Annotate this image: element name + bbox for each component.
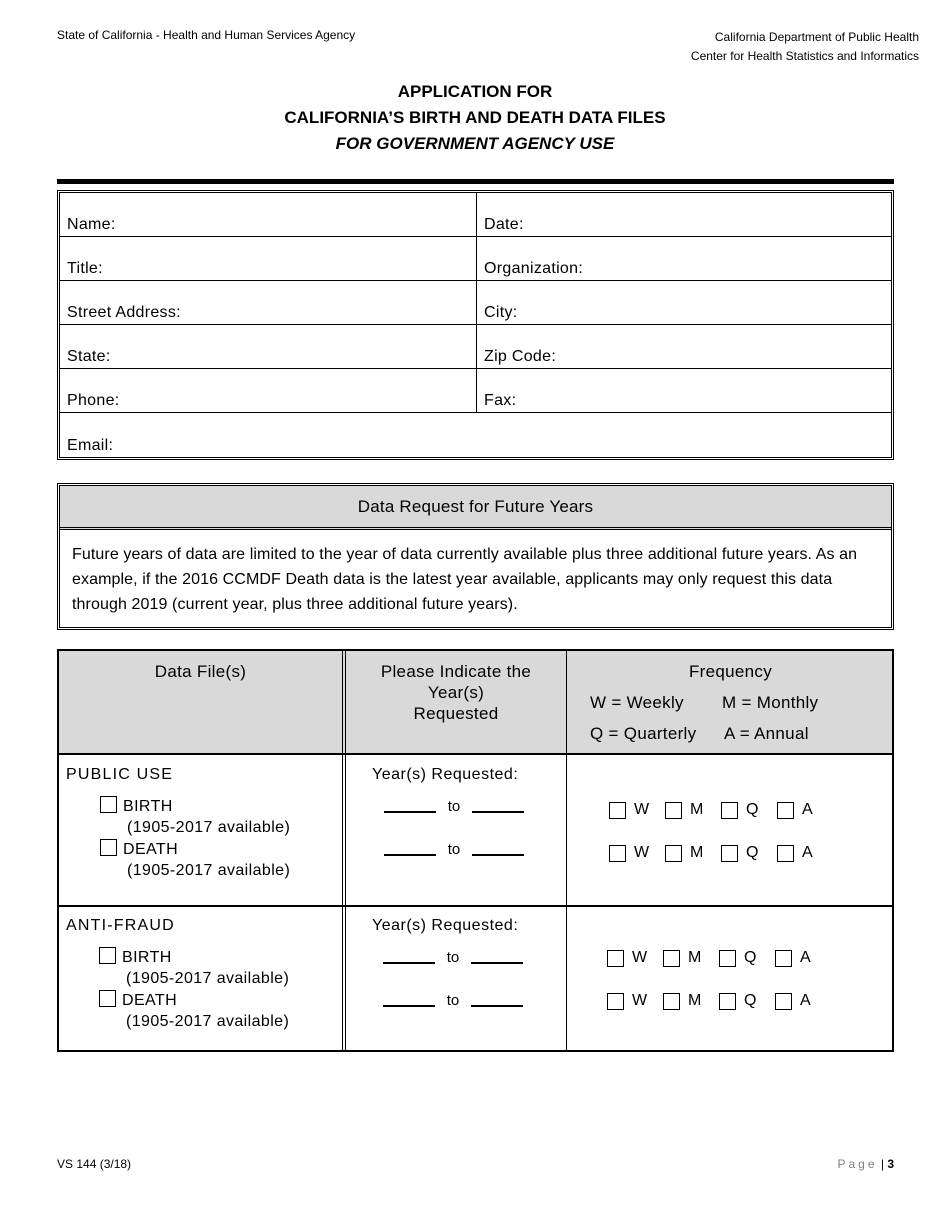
contact-row [60,281,891,325]
quarterly-label: Q [744,992,757,1009]
title-field[interactable] [60,237,477,280]
zip-code-field[interactable] [477,325,891,368]
title-line-2: CALIFORNIA’S BIRTH AND DEATH DATA FILES [284,108,666,127]
availability-note: (1905-2017 available) [127,819,291,836]
legend-quarterly: Q = Quarterly [590,724,697,743]
contact-row [60,237,891,281]
year-range-input[interactable] [383,949,523,966]
section-divider [59,905,892,907]
public-use-birth-checkbox[interactable] [100,796,117,813]
start-year-field[interactable] [384,811,436,813]
annual-label: A [800,992,811,1009]
contact-info-table [57,190,894,460]
anti-fraud-birth-option[interactable] [99,947,289,989]
start-year-field[interactable] [384,854,436,856]
weekly-label: W [634,844,650,861]
future-years-box [57,483,894,630]
monthly-option[interactable] [665,844,710,862]
annual-option[interactable] [775,992,820,1010]
monthly-label: M [690,844,704,861]
contact-row [60,325,891,369]
availability-note: (1905-2017 available) [127,862,291,879]
annual-label: A [802,801,813,818]
death-label: DEATH [122,992,178,1009]
quarterly-label: Q [744,949,757,966]
agency-header: State of California - Health and Human Services Agency [57,28,356,42]
monthly-checkbox[interactable] [665,802,682,819]
anti-fraud-title: ANTI-FRAUD [66,917,175,934]
data-files-header: Data File(s) [154,662,247,681]
phone-label: Phone: [67,392,120,409]
quarterly-checkbox[interactable] [719,993,736,1010]
frequency-options-row [609,844,833,862]
weekly-option[interactable] [609,801,654,819]
quarterly-label: Q [746,844,759,861]
annual-checkbox[interactable] [777,845,794,862]
phone-field[interactable] [60,369,477,412]
availability-note: (1905-2017 available) [126,970,290,987]
year-range-input[interactable] [384,841,524,858]
weekly-checkbox[interactable] [609,845,626,862]
public-use-death-option[interactable] [100,839,290,881]
to-label: to [447,841,461,858]
years-requested-label: Year(s) Requested: [372,766,519,783]
end-year-field[interactable] [471,1005,523,1007]
monthly-option[interactable] [663,949,708,967]
title-divider [57,179,894,184]
frequency-options-row [607,992,831,1010]
weekly-label: W [632,992,648,1009]
weekly-label: W [632,949,648,966]
end-year-field[interactable] [472,811,524,813]
monthly-option[interactable] [665,801,710,819]
department-name: California Department of Public Health [714,30,919,44]
weekly-checkbox[interactable] [609,802,626,819]
years-header [346,661,566,724]
annual-option[interactable] [777,801,822,819]
fax-field[interactable] [477,369,891,412]
zip-code-label: Zip Code: [484,348,557,365]
years-header-line-2: Year(s) [427,683,485,702]
weekly-checkbox[interactable] [607,950,624,967]
frequency-options-row [607,949,831,967]
public-use-birth-option[interactable] [100,796,290,838]
title-line-1: APPLICATION FOR [397,82,553,101]
name-label: Name: [67,216,116,233]
to-label: to [447,798,461,815]
annual-option[interactable] [777,844,822,862]
page-label: Page [837,1157,878,1171]
future-years-heading: Data Request for Future Years [60,486,891,530]
anti-fraud-birth-checkbox[interactable] [99,947,116,964]
title-label: Title: [67,260,103,277]
quarterly-checkbox[interactable] [719,950,736,967]
death-label: DEATH [123,841,179,858]
monthly-option[interactable] [663,992,708,1010]
frequency-header: Frequency [688,662,773,681]
name-field[interactable] [60,193,477,236]
page-number: 3 [887,1157,894,1171]
monthly-checkbox[interactable] [665,845,682,862]
weekly-option[interactable] [607,949,652,967]
city-label: City: [484,304,518,321]
contact-row [60,193,891,237]
legend-weekly: W = Weekly [590,693,684,712]
start-year-field[interactable] [383,1005,435,1007]
anti-fraud-death-checkbox[interactable] [99,990,116,1007]
data-file-table [57,649,894,1052]
page-separator: | [880,1157,884,1171]
quarterly-option[interactable] [719,992,764,1010]
anti-fraud-death-option[interactable] [99,990,289,1032]
city-field[interactable] [477,281,891,324]
page-indicator [837,1157,894,1171]
frequency-options-row [609,801,833,819]
end-year-field[interactable] [472,854,524,856]
quarterly-option[interactable] [719,949,764,967]
organization-field[interactable] [477,237,891,280]
contact-row [60,369,891,413]
annual-checkbox[interactable] [775,950,792,967]
to-label: to [446,992,460,1009]
annual-option[interactable] [775,949,820,967]
to-label: to [446,949,460,966]
annual-checkbox[interactable] [777,802,794,819]
monthly-label: M [690,801,704,818]
street-address-label: Street Address: [67,304,181,321]
availability-note: (1905-2017 available) [126,1013,290,1030]
years-header-line-3: Requested [413,704,499,723]
public-use-title: PUBLIC USE [66,766,174,783]
legend-annual: A = Annual [724,724,809,743]
quarterly-label: Q [746,801,759,818]
weekly-option[interactable] [609,844,654,862]
annual-checkbox[interactable] [775,993,792,1010]
email-label: Email: [67,437,114,454]
street-address-field[interactable] [60,281,477,324]
organization-label: Organization: [484,260,584,277]
quarterly-checkbox[interactable] [721,845,738,862]
title-line-3: FOR GOVERNMENT AGENCY USE [335,134,615,153]
birth-label: BIRTH [122,949,172,966]
state-label: State: [67,348,111,365]
email-field[interactable] [60,413,891,457]
monthly-label: M [688,949,702,966]
annual-label: A [802,844,813,861]
weekly-checkbox[interactable] [607,993,624,1010]
birth-label: BIRTH [123,798,173,815]
quarterly-checkbox[interactable] [721,802,738,819]
date-field[interactable] [477,193,891,236]
state-field[interactable] [60,325,477,368]
weekly-label: W [634,801,650,818]
quarterly-option[interactable] [721,801,766,819]
end-year-field[interactable] [471,962,523,964]
contact-row [60,413,891,457]
form-id: VS 144 (3/18) [57,1157,132,1171]
date-label: Date: [484,216,524,233]
years-requested-label: Year(s) Requested: [372,917,519,934]
monthly-checkbox[interactable] [663,950,680,967]
department-header [691,28,919,66]
year-range-input[interactable] [383,992,523,1009]
form-title [0,79,950,157]
year-range-input[interactable] [384,798,524,815]
weekly-option[interactable] [607,992,652,1010]
center-name: Center for Health Statistics and Informatics [690,49,919,63]
annual-label: A [800,949,811,966]
column-divider [566,651,567,1050]
monthly-label: M [688,992,702,1009]
header-divider [59,753,892,755]
start-year-field[interactable] [383,962,435,964]
fax-label: Fax: [484,392,517,409]
years-header-line-1: Please Indicate the [380,662,532,681]
future-years-text: Future years of data are limited to the year of data currently available plus three additional future years. As an example, if the 2016 CCMDF Death data is the latest year available, applicants may only request this data through 2019 (current year, plus three additional future years). [72,546,858,613]
monthly-checkbox[interactable] [663,993,680,1010]
legend-monthly: M = Monthly [722,693,819,712]
public-use-death-checkbox[interactable] [100,839,117,856]
quarterly-option[interactable] [721,844,766,862]
